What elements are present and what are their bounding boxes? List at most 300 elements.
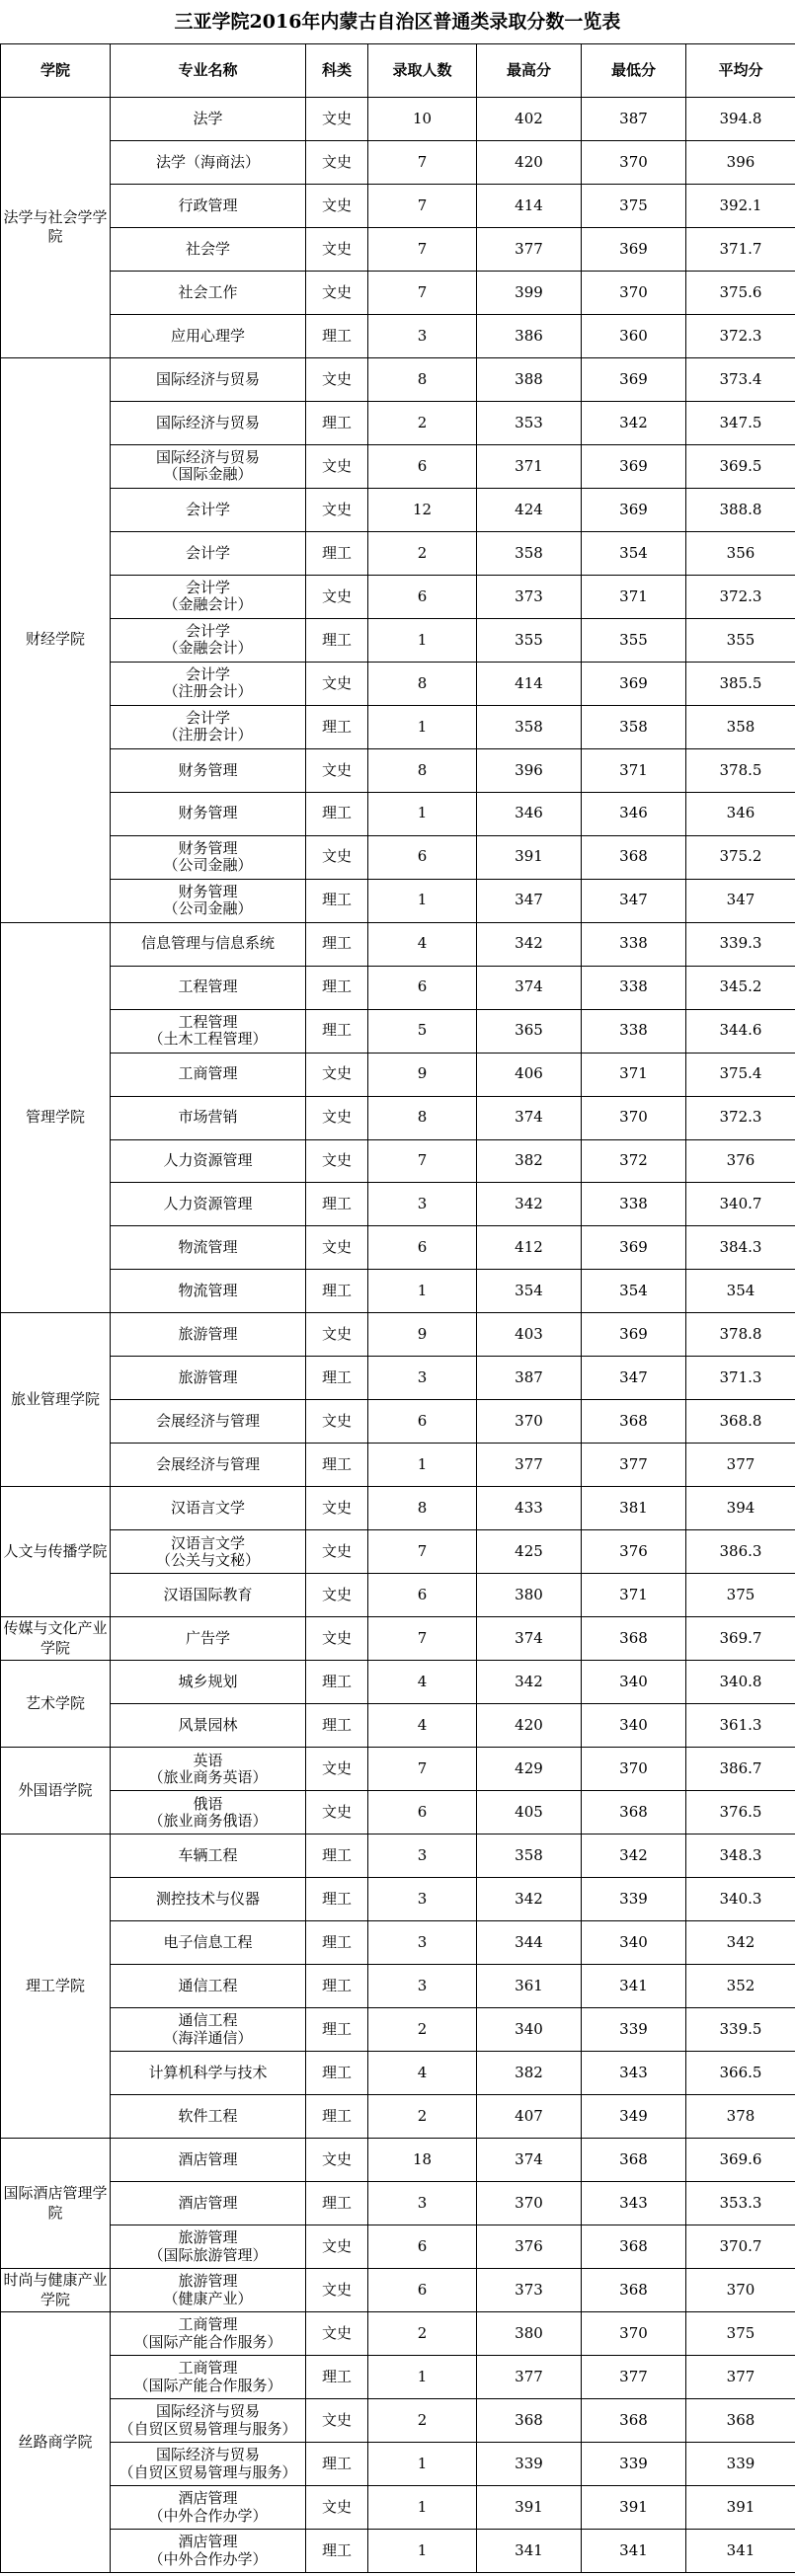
- table-row: [1, 1053, 795, 1096]
- avg-score-cell: 372.3: [686, 314, 795, 357]
- major-cell: 旅游管理: [111, 1313, 306, 1357]
- avg-score-cell: 375.6: [686, 271, 795, 314]
- max-score-cell: 340: [477, 2008, 582, 2052]
- college-cell: 管理学院: [1, 922, 111, 1313]
- max-score-cell: 377: [477, 1444, 582, 1487]
- major-cell: 国际经济与贸易 （自贸区贸易管理与服务）: [111, 2443, 306, 2486]
- type-cell: 文史: [306, 1226, 368, 1270]
- count-cell: 6: [368, 1791, 477, 1834]
- avg-score-cell: 375: [686, 2312, 795, 2356]
- col-header-major: 专业名称: [111, 44, 306, 98]
- type-cell: 理工: [306, 1444, 368, 1487]
- table-row: [1, 1183, 795, 1226]
- avg-score-cell: 377: [686, 1444, 795, 1487]
- min-score-cell: 343: [582, 2052, 686, 2095]
- type-cell: 理工: [306, 1270, 368, 1313]
- min-score-cell: 339: [582, 2008, 686, 2052]
- col-header-type: 科类: [306, 44, 368, 98]
- min-score-cell: 370: [582, 140, 686, 184]
- avg-score-cell: 339.5: [686, 2008, 795, 2052]
- min-score-cell: 342: [582, 401, 686, 444]
- major-cell: 软件工程: [111, 2095, 306, 2139]
- table-row: [1, 2095, 795, 2139]
- major-cell: 通信工程: [111, 1965, 306, 2008]
- max-score-cell: 370: [477, 2182, 582, 2225]
- table-row: [1, 2530, 795, 2573]
- count-cell: 6: [368, 1574, 477, 1617]
- min-score-cell: 338: [582, 1009, 686, 1053]
- avg-score-cell: 368: [686, 2399, 795, 2443]
- max-score-cell: 376: [477, 2225, 582, 2269]
- major-cell: 国际经济与贸易: [111, 401, 306, 444]
- type-cell: 文史: [306, 1748, 368, 1791]
- min-score-cell: 372: [582, 1139, 686, 1183]
- min-score-cell: 340: [582, 1661, 686, 1704]
- count-cell: 7: [368, 184, 477, 227]
- type-cell: 理工: [306, 966, 368, 1009]
- count-cell: 2: [368, 2095, 477, 2139]
- type-cell: 文史: [306, 2139, 368, 2182]
- table-row: [1, 444, 795, 488]
- min-score-cell: 343: [582, 2182, 686, 2225]
- major-cell: 社会工作: [111, 271, 306, 314]
- major-cell: 酒店管理 （中外合作办学）: [111, 2486, 306, 2530]
- avg-score-cell: 345.2: [686, 966, 795, 1009]
- type-cell: 文史: [306, 271, 368, 314]
- min-score-cell: 377: [582, 2356, 686, 2399]
- type-cell: 理工: [306, 2008, 368, 2052]
- count-cell: 3: [368, 1921, 477, 1965]
- avg-score-cell: 394: [686, 1487, 795, 1530]
- min-score-cell: 338: [582, 966, 686, 1009]
- min-score-cell: 381: [582, 1487, 686, 1530]
- max-score-cell: 412: [477, 1226, 582, 1270]
- min-score-cell: 354: [582, 531, 686, 575]
- avg-score-cell: 375.2: [686, 835, 795, 879]
- min-score-cell: 368: [582, 1617, 686, 1661]
- table-row: [1, 1487, 795, 1530]
- major-cell: 会展经济与管理: [111, 1400, 306, 1444]
- major-cell: 计算机科学与技术: [111, 2052, 306, 2095]
- avg-score-cell: 369.6: [686, 2139, 795, 2182]
- min-score-cell: 376: [582, 1530, 686, 1574]
- table-row: [1, 2052, 795, 2095]
- major-cell: 汉语国际教育: [111, 1574, 306, 1617]
- type-cell: 文史: [306, 1530, 368, 1574]
- min-score-cell: 369: [582, 444, 686, 488]
- type-cell: 文史: [306, 1791, 368, 1834]
- max-score-cell: 380: [477, 2312, 582, 2356]
- avg-score-cell: 375.4: [686, 1053, 795, 1096]
- count-cell: 1: [368, 1444, 477, 1487]
- max-score-cell: 353: [477, 401, 582, 444]
- avg-score-cell: 340.8: [686, 1661, 795, 1704]
- type-cell: 文史: [306, 2269, 368, 2312]
- type-cell: 文史: [306, 1053, 368, 1096]
- max-score-cell: 382: [477, 2052, 582, 2095]
- table-row: [1, 2269, 795, 2312]
- avg-score-cell: 342: [686, 1921, 795, 1965]
- major-cell: 测控技术与仪器: [111, 1878, 306, 1921]
- table-row: [1, 1139, 795, 1183]
- college-cell: 国际酒店管理学院: [1, 2139, 111, 2269]
- min-score-cell: 369: [582, 227, 686, 271]
- type-cell: 文史: [306, 488, 368, 531]
- max-score-cell: 373: [477, 575, 582, 618]
- count-cell: 6: [368, 2269, 477, 2312]
- avg-score-cell: 370: [686, 2269, 795, 2312]
- max-score-cell: 399: [477, 271, 582, 314]
- major-cell: 俄语 （旅业商务俄语）: [111, 1791, 306, 1834]
- count-cell: 3: [368, 1183, 477, 1226]
- type-cell: 理工: [306, 1704, 368, 1748]
- major-cell: 工商管理 （国际产能合作服务）: [111, 2312, 306, 2356]
- type-cell: 文史: [306, 140, 368, 184]
- min-score-cell: 355: [582, 618, 686, 662]
- college-cell: 丝路商学院: [1, 2312, 111, 2573]
- count-cell: 3: [368, 1965, 477, 2008]
- avg-score-cell: 392.1: [686, 184, 795, 227]
- count-cell: 6: [368, 575, 477, 618]
- count-cell: 3: [368, 2182, 477, 2225]
- college-cell: 外国语学院: [1, 1748, 111, 1834]
- table-row: [1, 1574, 795, 1617]
- min-score-cell: 369: [582, 1313, 686, 1357]
- table-row: [1, 2182, 795, 2225]
- max-score-cell: 377: [477, 227, 582, 271]
- min-score-cell: 368: [582, 2225, 686, 2269]
- count-cell: 8: [368, 1096, 477, 1139]
- max-score-cell: 407: [477, 2095, 582, 2139]
- table-row: [1, 575, 795, 618]
- type-cell: 理工: [306, 1009, 368, 1053]
- type-cell: 理工: [306, 401, 368, 444]
- max-score-cell: 368: [477, 2399, 582, 2443]
- type-cell: 理工: [306, 618, 368, 662]
- major-cell: 国际经济与贸易 （国际金融）: [111, 444, 306, 488]
- college-cell: 财经学院: [1, 357, 111, 922]
- max-score-cell: 358: [477, 1834, 582, 1878]
- major-cell: 会计学 （金融会计）: [111, 618, 306, 662]
- count-cell: 3: [368, 1357, 477, 1400]
- type-cell: 理工: [306, 792, 368, 835]
- type-cell: 理工: [306, 1661, 368, 1704]
- type-cell: 理工: [306, 2356, 368, 2399]
- avg-score-cell: 378.5: [686, 748, 795, 792]
- avg-score-cell: 347.5: [686, 401, 795, 444]
- max-score-cell: 420: [477, 1704, 582, 1748]
- table-row: [1, 184, 795, 227]
- max-score-cell: 358: [477, 705, 582, 748]
- col-header-count: 录取人数: [368, 44, 477, 98]
- count-cell: 1: [368, 2356, 477, 2399]
- avg-score-cell: 372.3: [686, 575, 795, 618]
- table-row: [1, 1009, 795, 1053]
- table-row: [1, 2008, 795, 2052]
- table-row: [1, 227, 795, 271]
- major-cell: 城乡规划: [111, 1661, 306, 1704]
- max-score-cell: 374: [477, 966, 582, 1009]
- avg-score-cell: 369.7: [686, 1617, 795, 1661]
- max-score-cell: 403: [477, 1313, 582, 1357]
- major-cell: 财务管理 （公司金融）: [111, 879, 306, 922]
- max-score-cell: 347: [477, 879, 582, 922]
- college-cell: 法学与社会学学院: [1, 97, 111, 357]
- count-cell: 6: [368, 444, 477, 488]
- type-cell: 理工: [306, 922, 368, 966]
- min-score-cell: 341: [582, 1965, 686, 2008]
- avg-score-cell: 340.7: [686, 1183, 795, 1226]
- max-score-cell: 374: [477, 2139, 582, 2182]
- count-cell: 7: [368, 140, 477, 184]
- major-cell: 电子信息工程: [111, 1921, 306, 1965]
- count-cell: 6: [368, 835, 477, 879]
- type-cell: 理工: [306, 2052, 368, 2095]
- count-cell: 1: [368, 879, 477, 922]
- count-cell: 9: [368, 1313, 477, 1357]
- table-row: [1, 2139, 795, 2182]
- avg-score-cell: 388.8: [686, 488, 795, 531]
- max-score-cell: 414: [477, 184, 582, 227]
- col-header-college: 学院: [1, 44, 111, 98]
- college-cell: 艺术学院: [1, 1661, 111, 1748]
- avg-score-cell: 385.5: [686, 662, 795, 705]
- major-cell: 广告学: [111, 1617, 306, 1661]
- min-score-cell: 368: [582, 835, 686, 879]
- type-cell: 文史: [306, 2312, 368, 2356]
- type-cell: 理工: [306, 2182, 368, 2225]
- table-row: [1, 662, 795, 705]
- type-cell: 文史: [306, 184, 368, 227]
- max-score-cell: 382: [477, 1139, 582, 1183]
- min-score-cell: 340: [582, 1921, 686, 1965]
- type-cell: 文史: [306, 2225, 368, 2269]
- count-cell: 8: [368, 357, 477, 401]
- type-cell: 文史: [306, 1313, 368, 1357]
- avg-score-cell: 340.3: [686, 1878, 795, 1921]
- max-score-cell: 414: [477, 662, 582, 705]
- max-score-cell: 405: [477, 1791, 582, 1834]
- table-row: [1, 1096, 795, 1139]
- major-cell: 法学: [111, 97, 306, 140]
- type-cell: 文史: [306, 1617, 368, 1661]
- type-cell: 理工: [306, 2443, 368, 2486]
- count-cell: 7: [368, 271, 477, 314]
- table-title: 三亚学院2016年内蒙古自治区普通类录取分数一览表: [174, 11, 621, 33]
- type-cell: 文史: [306, 227, 368, 271]
- table-row: [1, 1791, 795, 1834]
- count-cell: 7: [368, 1617, 477, 1661]
- table-row: [1, 1965, 795, 2008]
- type-cell: 理工: [306, 1834, 368, 1878]
- college-cell: 人文与传播学院: [1, 1487, 111, 1617]
- count-cell: 5: [368, 1009, 477, 1053]
- count-cell: 7: [368, 1139, 477, 1183]
- count-cell: 2: [368, 2312, 477, 2356]
- major-cell: 社会学: [111, 227, 306, 271]
- table-row: [1, 1834, 795, 1878]
- count-cell: 7: [368, 227, 477, 271]
- table-row: [1, 488, 795, 531]
- avg-score-cell: 371.7: [686, 227, 795, 271]
- avg-score-cell: 356: [686, 531, 795, 575]
- max-score-cell: 387: [477, 1357, 582, 1400]
- table-row: [1, 401, 795, 444]
- min-score-cell: 370: [582, 1748, 686, 1791]
- max-score-cell: 358: [477, 531, 582, 575]
- min-score-cell: 338: [582, 1183, 686, 1226]
- table-row: [1, 705, 795, 748]
- max-score-cell: 402: [477, 97, 582, 140]
- table-row: [1, 2312, 795, 2356]
- count-cell: 8: [368, 662, 477, 705]
- max-score-cell: 406: [477, 1053, 582, 1096]
- count-cell: 1: [368, 1270, 477, 1313]
- max-score-cell: 361: [477, 1965, 582, 2008]
- count-cell: 1: [368, 792, 477, 835]
- max-score-cell: 388: [477, 357, 582, 401]
- min-score-cell: 339: [582, 1878, 686, 1921]
- min-score-cell: 387: [582, 97, 686, 140]
- min-score-cell: 369: [582, 357, 686, 401]
- count-cell: 3: [368, 314, 477, 357]
- count-cell: 12: [368, 488, 477, 531]
- major-cell: 法学（海商法）: [111, 140, 306, 184]
- major-cell: 行政管理: [111, 184, 306, 227]
- min-score-cell: 369: [582, 1226, 686, 1270]
- major-cell: 工程管理: [111, 966, 306, 1009]
- avg-score-cell: 347: [686, 879, 795, 922]
- min-score-cell: 370: [582, 1096, 686, 1139]
- table-row: [1, 2486, 795, 2530]
- type-cell: 文史: [306, 1139, 368, 1183]
- table-row: [1, 2443, 795, 2486]
- max-score-cell: 377: [477, 2356, 582, 2399]
- type-cell: 文史: [306, 1096, 368, 1139]
- table-row: [1, 2356, 795, 2399]
- type-cell: 理工: [306, 1183, 368, 1226]
- major-cell: 人力资源管理: [111, 1139, 306, 1183]
- type-cell: 文史: [306, 575, 368, 618]
- avg-score-cell: 370.7: [686, 2225, 795, 2269]
- min-score-cell: 349: [582, 2095, 686, 2139]
- table-row: [1, 618, 795, 662]
- avg-score-cell: 394.8: [686, 97, 795, 140]
- college-cell: 理工学院: [1, 1834, 111, 2139]
- avg-score-cell: 366.5: [686, 2052, 795, 2095]
- major-cell: 旅游管理: [111, 1357, 306, 1400]
- avg-score-cell: 348.3: [686, 1834, 795, 1878]
- count-cell: 4: [368, 1704, 477, 1748]
- college-cell: 旅业管理学院: [1, 1313, 111, 1487]
- type-cell: 文史: [306, 357, 368, 401]
- type-cell: 理工: [306, 879, 368, 922]
- table-row: [1, 97, 795, 140]
- max-score-cell: 386: [477, 314, 582, 357]
- count-cell: 6: [368, 1226, 477, 1270]
- table-row: [1, 1748, 795, 1791]
- avg-score-cell: 376: [686, 1139, 795, 1183]
- type-cell: 文史: [306, 662, 368, 705]
- count-cell: 10: [368, 97, 477, 140]
- table-row: [1, 357, 795, 401]
- table-row: [1, 1357, 795, 1400]
- min-score-cell: 347: [582, 1357, 686, 1400]
- min-score-cell: 358: [582, 705, 686, 748]
- min-score-cell: 375: [582, 184, 686, 227]
- major-cell: 旅游管理 （健康产业）: [111, 2269, 306, 2312]
- max-score-cell: 342: [477, 1183, 582, 1226]
- table-row: [1, 1704, 795, 1748]
- table-row: [1, 314, 795, 357]
- count-cell: 2: [368, 2399, 477, 2443]
- avg-score-cell: 372.3: [686, 1096, 795, 1139]
- count-cell: 8: [368, 1487, 477, 1530]
- count-cell: 1: [368, 2486, 477, 2530]
- count-cell: 3: [368, 1834, 477, 1878]
- col-header-avg: 平均分: [686, 44, 795, 98]
- major-cell: 酒店管理: [111, 2182, 306, 2225]
- table-row: [1, 271, 795, 314]
- max-score-cell: 371: [477, 444, 582, 488]
- major-cell: 财务管理: [111, 748, 306, 792]
- min-score-cell: 370: [582, 271, 686, 314]
- header-row: [1, 44, 795, 98]
- max-score-cell: 374: [477, 1096, 582, 1139]
- max-score-cell: 396: [477, 748, 582, 792]
- max-score-cell: 344: [477, 1921, 582, 1965]
- min-score-cell: 360: [582, 314, 686, 357]
- count-cell: 8: [368, 748, 477, 792]
- major-cell: 工程管理 （土木工程管理）: [111, 1009, 306, 1053]
- min-score-cell: 346: [582, 792, 686, 835]
- table-row: [1, 966, 795, 1009]
- major-cell: 应用心理学: [111, 314, 306, 357]
- table-row: [1, 792, 795, 835]
- table-row: [1, 1921, 795, 1965]
- count-cell: 9: [368, 1053, 477, 1096]
- min-score-cell: 342: [582, 1834, 686, 1878]
- type-cell: 理工: [306, 2530, 368, 2573]
- count-cell: 18: [368, 2139, 477, 2182]
- type-cell: 文史: [306, 97, 368, 140]
- avg-score-cell: 341: [686, 2530, 795, 2573]
- major-cell: 会计学 （注册会计）: [111, 705, 306, 748]
- avg-score-cell: 361.3: [686, 1704, 795, 1748]
- avg-score-cell: 384.3: [686, 1226, 795, 1270]
- count-cell: 6: [368, 2225, 477, 2269]
- avg-score-cell: 378.8: [686, 1313, 795, 1357]
- major-cell: 会计学 （注册会计）: [111, 662, 306, 705]
- major-cell: 车辆工程: [111, 1834, 306, 1878]
- count-cell: 6: [368, 1400, 477, 1444]
- min-score-cell: 339: [582, 2443, 686, 2486]
- major-cell: 会计学: [111, 488, 306, 531]
- major-cell: 会计学: [111, 531, 306, 575]
- max-score-cell: 346: [477, 792, 582, 835]
- major-cell: 国际经济与贸易 （自贸区贸易管理与服务）: [111, 2399, 306, 2443]
- max-score-cell: 341: [477, 2530, 582, 2573]
- max-score-cell: 373: [477, 2269, 582, 2312]
- major-cell: 财务管理 （公司金融）: [111, 835, 306, 879]
- table-row: [1, 1530, 795, 1574]
- type-cell: 理工: [306, 2095, 368, 2139]
- count-cell: 2: [368, 2008, 477, 2052]
- avg-score-cell: 352: [686, 1965, 795, 2008]
- avg-score-cell: 339.3: [686, 922, 795, 966]
- major-cell: 汉语言文学 （公关与文秘）: [111, 1530, 306, 1574]
- avg-score-cell: 369.5: [686, 444, 795, 488]
